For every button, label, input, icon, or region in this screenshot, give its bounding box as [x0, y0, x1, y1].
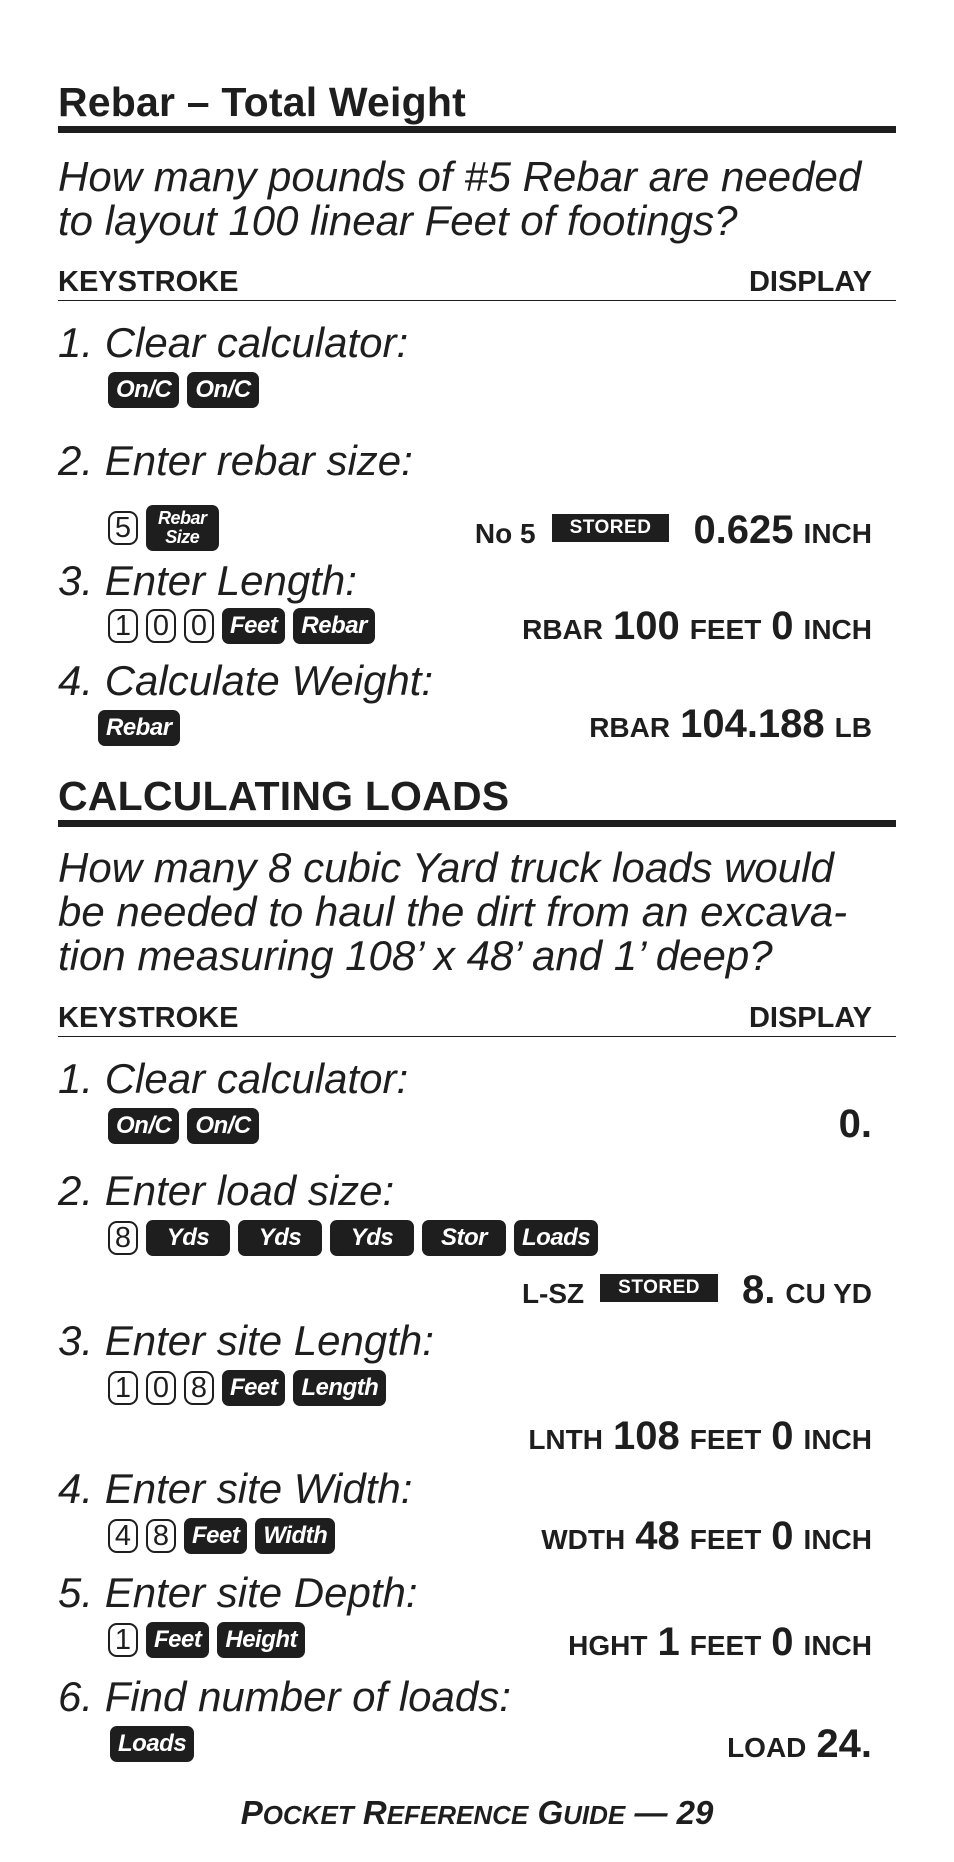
loads-key[interactable]: Loads: [110, 1726, 194, 1762]
yds-key[interactable]: Yds: [238, 1220, 322, 1256]
digit-8-key[interactable]: 8: [108, 1221, 138, 1255]
step-label: 5. Enter site Depth:: [58, 1569, 418, 1616]
key-label: Rebar: [158, 508, 207, 528]
display-unit: FEET: [689, 1424, 762, 1455]
display-unit: INCH: [803, 518, 872, 549]
display-readout: [528, 1414, 872, 1459]
key-label: Size: [165, 527, 200, 547]
footer-text: P: [240, 1794, 263, 1831]
display-unit: FEET: [689, 614, 762, 645]
display-readout: [522, 1268, 872, 1313]
display-value: 0.625: [693, 508, 794, 552]
display-unit: INCH: [803, 614, 872, 645]
height-key[interactable]: Height: [217, 1622, 305, 1658]
display-prefix: No 5: [474, 518, 536, 549]
section-divider: [58, 126, 896, 133]
question-line: tion measuring 108’ x 48’ and 1’ deep?: [58, 932, 773, 979]
keystroke-row: [110, 1724, 194, 1764]
display-prefix: RBAR: [522, 614, 603, 645]
display-value: 0.: [838, 1102, 872, 1146]
digit-1-key[interactable]: 1: [108, 1371, 138, 1405]
manual-page: [58, 0, 896, 1862]
question-loads: [58, 846, 896, 978]
display-value: 100: [612, 604, 680, 648]
step-label: 3. Enter Length:: [58, 557, 357, 604]
display-readout: [522, 604, 872, 649]
display-readout: [589, 702, 872, 747]
digit-0-key[interactable]: 0: [184, 609, 214, 643]
display-value: 0: [771, 1514, 794, 1558]
display-header: DISPLAY: [748, 266, 872, 298]
digit-0-key[interactable]: 0: [146, 609, 176, 643]
step-label: 1. Clear calculator:: [58, 319, 409, 366]
keystroke-row: [108, 1516, 335, 1556]
section-divider: [58, 820, 896, 827]
display-value: 1: [657, 1620, 680, 1664]
footer-text: UIDE: [563, 1800, 626, 1830]
display-value: 8.: [742, 1268, 776, 1312]
stored-badge: STORED: [552, 514, 670, 542]
digit-4-key[interactable]: 4: [108, 1519, 138, 1553]
display-value: 104.188: [680, 702, 825, 746]
keystroke-row: [108, 1218, 598, 1258]
digit-0-key[interactable]: 0: [146, 1371, 176, 1405]
display-unit: FEET: [689, 1524, 762, 1555]
digit-8-key[interactable]: 8: [146, 1519, 176, 1553]
keystroke-header: KEYSTROKE: [58, 1002, 239, 1034]
step-label: 4. Enter site Width:: [58, 1465, 413, 1512]
display-prefix: LNTH: [528, 1424, 603, 1455]
feet-key[interactable]: Feet: [146, 1622, 209, 1658]
display-readout: [541, 1514, 872, 1559]
digit-8-key[interactable]: 8: [184, 1371, 214, 1405]
keystroke-header: KEYSTROKE: [58, 266, 239, 298]
feet-key[interactable]: Feet: [222, 1370, 285, 1406]
display-unit: LB: [834, 712, 872, 743]
display-unit: CU YD: [785, 1278, 872, 1309]
display-prefix: RBAR: [589, 712, 671, 743]
step-label: 2. Enter load size:: [58, 1167, 395, 1214]
section-title-rebar: Rebar – Total Weight: [58, 79, 466, 125]
display-readout: [475, 508, 872, 553]
keystroke-row: [98, 708, 180, 748]
display-value: 24.: [816, 1722, 872, 1766]
feet-key[interactable]: Feet: [222, 608, 285, 644]
feet-key[interactable]: Feet: [184, 1518, 247, 1554]
stored-badge: STORED: [600, 1274, 718, 1302]
digit-1-key[interactable]: 1: [108, 609, 138, 643]
display-header: DISPLAY: [748, 1002, 872, 1034]
on-c-key[interactable]: On/C: [187, 1108, 258, 1144]
yds-key[interactable]: Yds: [146, 1220, 230, 1256]
header-rule: [58, 1036, 896, 1037]
rebar-key[interactable]: Rebar: [293, 608, 375, 644]
step-label: 6. Find number of loads:: [58, 1673, 511, 1720]
digit-1-key[interactable]: 1: [108, 1623, 138, 1657]
on-c-key[interactable]: On/C: [187, 372, 258, 408]
footer-text: G: [537, 1794, 564, 1831]
display-unit: INCH: [803, 1524, 872, 1555]
footer-text: EFERENCE: [386, 1800, 529, 1830]
page-number: — 29: [634, 1794, 714, 1831]
display-prefix: L-SZ: [521, 1278, 585, 1309]
keystroke-row: [108, 606, 375, 646]
display-unit: INCH: [803, 1424, 872, 1455]
digit-5-key[interactable]: 5: [108, 511, 138, 545]
footer-text: OCKET: [262, 1800, 354, 1830]
step-label: 2. Enter rebar size:: [58, 437, 413, 484]
display-value: 0: [771, 1620, 794, 1664]
display-value: 0: [771, 604, 794, 648]
stor-key[interactable]: Stor: [422, 1220, 506, 1256]
yds-key[interactable]: Yds: [330, 1220, 414, 1256]
display-prefix: LOAD: [727, 1732, 807, 1763]
display-readout: [839, 1102, 872, 1147]
question-line: to layout 100 linear Feet of footings?: [58, 197, 738, 244]
on-c-key[interactable]: On/C: [108, 372, 179, 408]
display-unit: FEET: [689, 1630, 762, 1661]
display-value: 108: [612, 1414, 680, 1458]
step-label: 3. Enter site Length:: [58, 1317, 434, 1364]
section-title-loads: CALCULATING LOADS: [58, 773, 510, 819]
display-value: 48: [635, 1514, 680, 1558]
question-rebar: [58, 155, 896, 243]
display-readout: [727, 1722, 872, 1767]
keystroke-row: [108, 1620, 305, 1660]
display-prefix: WDTH: [541, 1524, 626, 1555]
page-footer: [58, 1796, 896, 1829]
keystroke-row: [108, 508, 219, 548]
display-prefix: HGHT: [568, 1630, 648, 1661]
keystroke-row: [108, 1106, 259, 1146]
footer-text: R: [362, 1794, 387, 1831]
rebar-key[interactable]: Rebar: [98, 710, 180, 746]
loads-key[interactable]: Loads: [514, 1220, 598, 1256]
display-unit: INCH: [803, 1630, 872, 1661]
display-readout: [568, 1620, 872, 1665]
step-label: 4. Calculate Weight:: [58, 657, 434, 704]
keystroke-row: [108, 370, 259, 410]
question-line: be needed to haul the dirt from an excava-: [58, 888, 848, 935]
rebar-size-key[interactable]: [146, 505, 219, 551]
question-line: How many pounds of #5 Rebar are needed: [58, 153, 862, 200]
question-line: How many 8 cubic Yard truck loads would: [58, 844, 834, 891]
length-key[interactable]: Length: [293, 1370, 386, 1406]
width-key[interactable]: Width: [255, 1518, 335, 1554]
on-c-key[interactable]: On/C: [108, 1108, 179, 1144]
display-value: 0: [771, 1414, 794, 1458]
header-rule: [58, 300, 896, 301]
keystroke-row: [108, 1368, 386, 1408]
step-label: 1. Clear calculator:: [58, 1055, 409, 1102]
